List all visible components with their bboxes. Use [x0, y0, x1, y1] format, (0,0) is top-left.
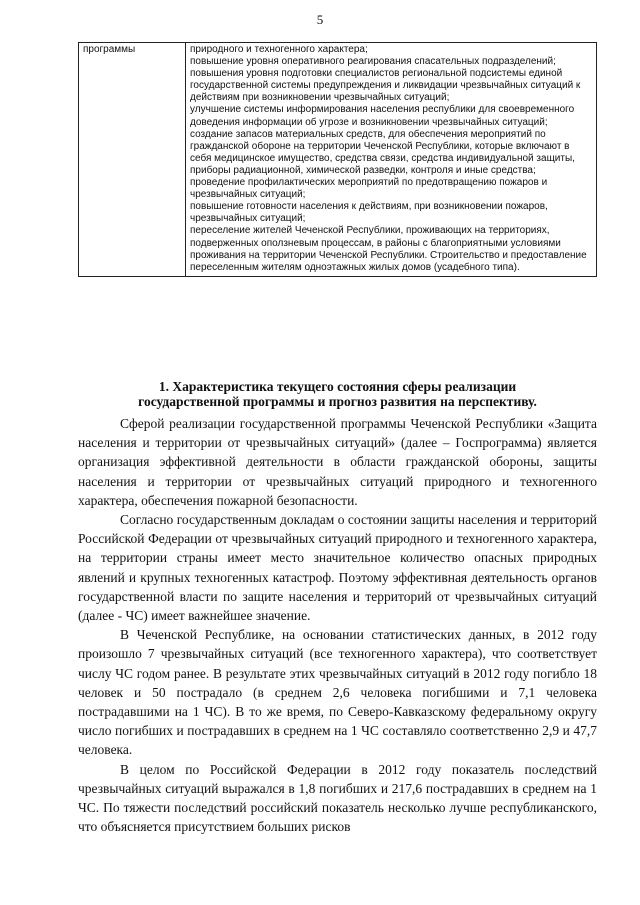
section-body — [78, 414, 597, 836]
page-number: 5 — [316, 12, 324, 27]
section-heading-line: 1. Характеристика текущего состояния сферы реализации — [158, 379, 517, 394]
section-heading-line: государственной программы и прогноз развития на перспективу. — [138, 394, 537, 409]
table-row — [79, 43, 597, 277]
list-item: создание запасов материальных средств, для обеспечения мероприятий по гражданской обороне на территории Чеченской Республики, которые включают в себя медицинское имущество, средства связи, средства индивидуальной защиты, приборы радиационной, химической разведки, контроля и иные средства; — [190, 128, 575, 176]
section-heading — [78, 379, 597, 409]
body-paragraph: В Чеченской Республике, на основании статистических данных, в 2012 году произошло 7 чрезвычайных ситуаций (все техногенного характера), что соответствует числу ЧС годом ранее. В результате этих чрезвычайных ситуаций в 2012 году погибло 18 человек и 50 пострадало (в среднем 2,6 человека погибшими и 7,1 человека пострадавшими на 1 ЧС). В то же время, по Северо-Кавказскому федеральному округу число погибших и пострадавших в среднем на 1 ЧС составляло соответственно 2,9 и 47,7 человека. — [78, 627, 597, 758]
list-item: проведение профилактических мероприятий по предотвращению пожаров и чрезвычайных ситуаций; — [190, 177, 548, 201]
list-item: повышения уровня подготовки специалистов региональной подсистемы единой государственной системы предупреждения и ликвидации чрезвычайных ситуаций к действиям при возникновении чрезвычайных ситуаций; — [190, 68, 581, 104]
body-paragraph: Сферой реализации государственной программы Чеченской Республики «Защита населения и территории от чрезвычайных ситуаций» (далее – Госпрограмма) является организация эффективной деятельности в области гражданской обороны, защиты населения и территории от чрезвычайных ситуаций природного и техногенного характера, обеспечения пожарной безопасности. — [78, 416, 597, 508]
program-table — [78, 42, 597, 277]
list-item: улучшение системы информирования населения республики для своевременного доведения информации об угрозе и возникновении чрезвычайных ситуаций; — [190, 104, 575, 128]
list-item: природного и техногенного характера; — [190, 44, 368, 55]
list-item: переселение жителей Чеченской Республики, проживающих на территориях, подверженных оползневым процессам, в районы с благоприятными условиями проживания на территории Чеченской Республики. Строительство и предоставление переселенным жителям одноэтажных жилых домов (усадебного типа). — [190, 225, 587, 273]
table-label-cell: программы — [79, 43, 186, 277]
list-item: повышение уровня оперативного реагирования спасательных подразделений; — [190, 56, 556, 68]
table-content-cell — [186, 43, 597, 277]
body-paragraph: В целом по Российской Федерации в 2012 году показатель последствий чрезвычайных ситуаций выражался в 1,8 погибших и 217,6 пострадавших в среднем на 1 ЧС. По тяжести последствий российский показатель несколько лучше республиканского, что объясняется присутствием больших рисков — [78, 761, 597, 835]
list-item: повышение готовности населения к действиям, при возникновении пожаров, чрезвычайных ситуаций; — [190, 201, 548, 225]
body-paragraph: Согласно государственным докладам о состоянии защиты населения и территорий Российской Федерации от чрезвычайных ситуаций природного и техногенного характера, на территории страны имеет место значительное количество опасных природных явлений и крупных техногенных катастроф. Поэтому эффективная деятельность органов государственной власти по защите населения и территорий от чрезвычайных ситуаций (далее - ЧС) имеет важнейшее значение. — [78, 512, 597, 624]
